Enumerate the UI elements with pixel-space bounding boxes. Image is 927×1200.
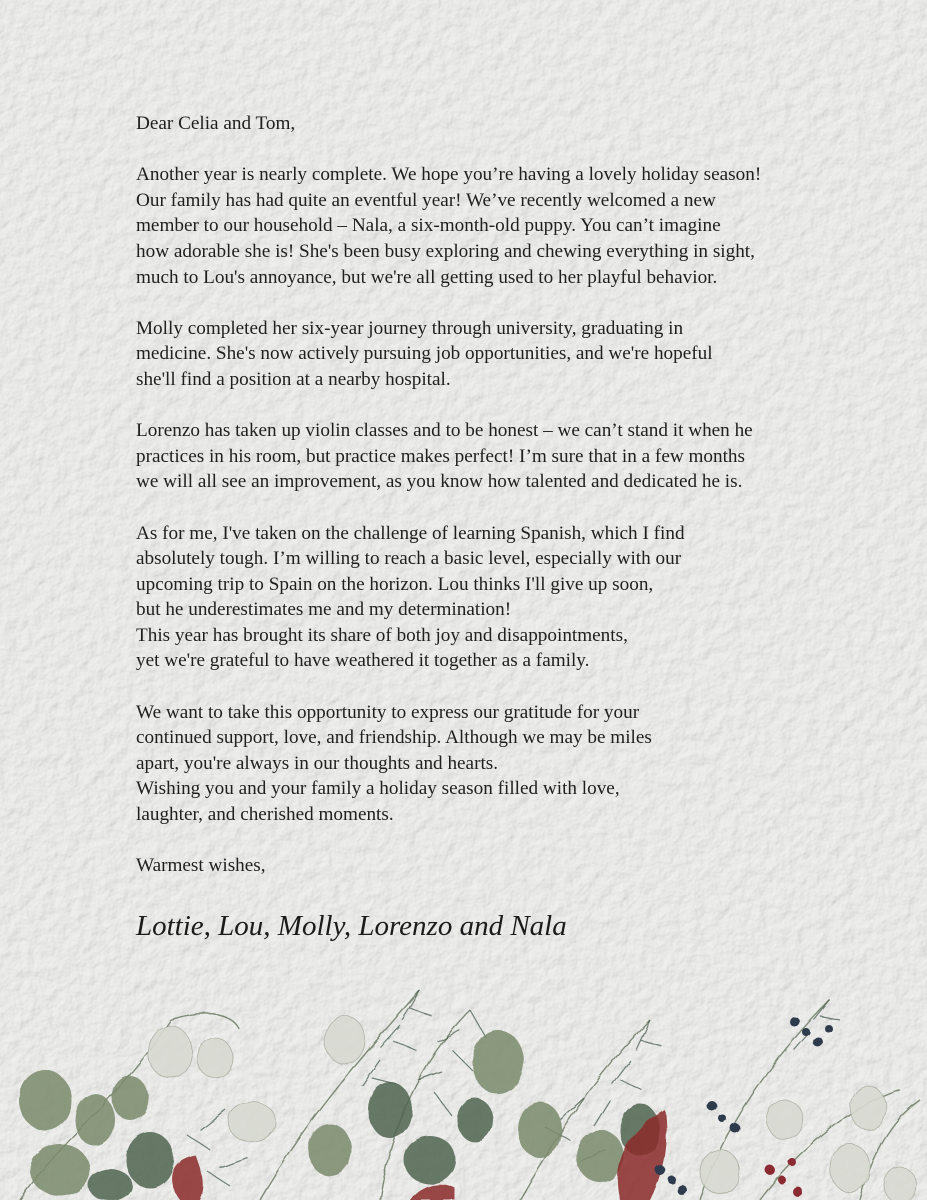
letter-paragraph-spanish: As for me, I've taken on the challenge of learning Spanish, which I find absolutely tough. I’m willing to reach a basic level, especially with our upcoming trip to Spain on the horizon. Lou thinks I'll give up soon, but he underestimates me and my determination! This year has brought its share of both joy and disappointments, yet we're grateful to have weathered it together as a family. — [136, 522, 685, 672]
letter-paragraph-gratitude: We want to take this opportunity to express our gratitude for your continued support, love, and friendship. Although we may be miles apart, you're always in our thoughts and hearts. Wishing you and your family a holiday season filled with love, laughter, and cherished moments. — [136, 701, 652, 826]
letter-paragraph-lorenzo: Lorenzo has taken up violin classes and to be honest – we can’t stand it when he practices in his room, but practice makes perfect! I’m sure that in a few months we will all see an improvement, as you know how talented and dedicated he is. — [136, 420, 753, 493]
letter-greeting: Dear Celia and Tom, — [136, 113, 296, 134]
letter-signature: Lottie, Lou, Molly, Lorenzo and Nala — [136, 910, 567, 942]
letter-paragraph-puppy: Another year is nearly complete. We hope you’re having a lovely holiday season! Our family has had quite an eventful year! We’ve recently welcomed a new member to our household – Nala, a six-month-old puppy. You can’t imagine how adorable she is! She's been busy exploring and chewing everything in sight, much to Lou's annoyance, but we're all getting used to her playful behavior. — [136, 164, 762, 288]
watercolor-foliage-border — [0, 980, 927, 1200]
letter-body — [136, 111, 816, 904]
letter-closing: Warmest wishes, — [136, 855, 266, 877]
letter-paragraph-molly: Molly completed her six-year journey through university, graduating in medicine. She's now actively pursuing job opportunities, and we're hopeful she'll find a position at a nearby hospital. — [136, 317, 713, 390]
